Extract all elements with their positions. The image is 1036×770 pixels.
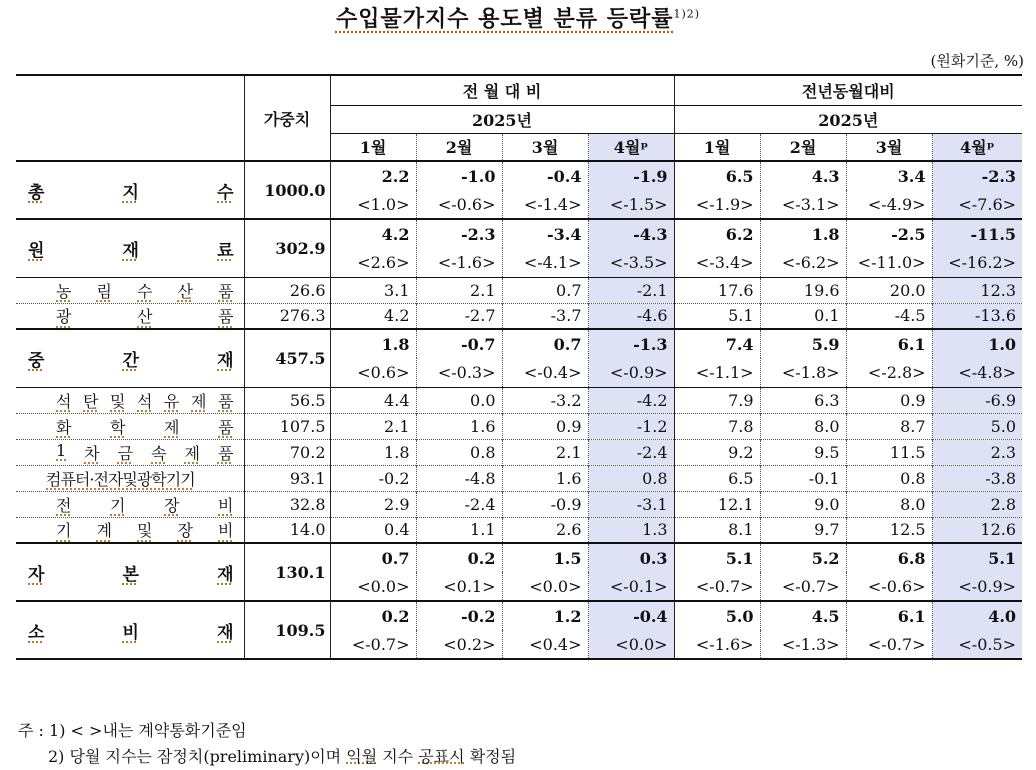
cell-value: 0.8 xyxy=(416,439,502,465)
cell-value: -0.4 xyxy=(588,601,674,630)
table-row-electric xyxy=(16,491,1022,517)
cell-value: 20.0 xyxy=(846,277,932,303)
cell-value: 11.5 xyxy=(846,439,932,465)
table-row-computer xyxy=(16,465,1022,491)
cell-value: 8.1 xyxy=(674,517,760,543)
cell-value: 9.2 xyxy=(674,439,760,465)
cell-value: -1.9 xyxy=(588,161,674,190)
row-weight-coal: 56.5 xyxy=(244,387,330,413)
row-label-agri: 농 림 수 산 품 xyxy=(16,277,244,303)
cell-contract-value: <-1.1> xyxy=(674,358,760,387)
cell-contract-value: <-1.5> xyxy=(588,190,674,219)
header-mom: 전 월 대 비 xyxy=(330,75,674,105)
row-label-capital: 자 본 재 xyxy=(16,543,244,601)
cell-contract-value: <-16.2> xyxy=(932,248,1022,277)
cell-value: -2.3 xyxy=(932,161,1022,190)
cell-contract-value: <-1.4> xyxy=(502,190,588,219)
cell-value: 5.1 xyxy=(674,543,760,572)
cell-contract-value: <0.2> xyxy=(416,630,502,659)
cell-value: 6.1 xyxy=(846,601,932,630)
cell-value: 6.3 xyxy=(760,387,846,413)
row-weight-total: 1000.0 xyxy=(244,161,330,219)
table-row-chem xyxy=(16,413,1022,439)
header-month-mom-3: 3월 xyxy=(502,133,588,161)
cell-value: 2.2 xyxy=(330,161,416,190)
cell-value: 0.3 xyxy=(588,543,674,572)
header-month-yoy-3: 3월 xyxy=(846,133,932,161)
row-label-coal: 석 탄 및 석 유 제 품 xyxy=(16,387,244,413)
row-weight-agri: 26.6 xyxy=(244,277,330,303)
cell-value: 4.4 xyxy=(330,387,416,413)
row-weight-mining: 276.3 xyxy=(244,303,330,329)
table-bottom-border xyxy=(16,659,1022,660)
cell-contract-value: <0.0> xyxy=(502,572,588,601)
cell-value: 2.9 xyxy=(330,491,416,517)
cell-value: 2.8 xyxy=(932,491,1022,517)
cell-value: 5.1 xyxy=(932,543,1022,572)
cell-value: 3.4 xyxy=(846,161,932,190)
cell-value: -1.0 xyxy=(416,161,502,190)
header-month-yoy-1: 1월 xyxy=(674,133,760,161)
cell-value: -0.4 xyxy=(502,161,588,190)
cell-value: -2.4 xyxy=(416,491,502,517)
cell-value: 2.6 xyxy=(502,517,588,543)
cell-contract-value: <2.6> xyxy=(330,248,416,277)
note-2-part-d: 공표시 xyxy=(418,747,465,766)
cell-contract-value: <-4.8> xyxy=(932,358,1022,387)
header-weight: 가중치 xyxy=(244,75,330,161)
cell-value: 5.1 xyxy=(674,303,760,329)
cell-value: -4.8 xyxy=(416,465,502,491)
row-label-metal: 1 차 금 속 제 품 xyxy=(16,439,244,465)
note-2-part-c: 지수 xyxy=(377,747,419,766)
cell-value: 9.0 xyxy=(760,491,846,517)
table-row-coal xyxy=(16,387,1022,413)
cell-value: 2.1 xyxy=(330,413,416,439)
cell-contract-value: <-4.9> xyxy=(846,190,932,219)
cell-value: -2.7 xyxy=(416,303,502,329)
cell-value: 1.1 xyxy=(416,517,502,543)
cell-value: 12.1 xyxy=(674,491,760,517)
cell-value: -2.4 xyxy=(588,439,674,465)
cell-value: 2.3 xyxy=(932,439,1022,465)
cell-contract-value: <-11.0> xyxy=(846,248,932,277)
cell-value: -0.9 xyxy=(502,491,588,517)
row-label-computer: 컴퓨터·전자및광학기기 xyxy=(16,465,244,491)
header-blank xyxy=(16,75,244,161)
row-weight-intermediate: 457.5 xyxy=(244,329,330,387)
cell-value: 4.3 xyxy=(760,161,846,190)
cell-contract-value: <-3.1> xyxy=(760,190,846,219)
cell-value: 1.6 xyxy=(502,465,588,491)
cell-value: 0.9 xyxy=(502,413,588,439)
cell-contract-value: <-0.6> xyxy=(416,190,502,219)
note-2-part-a: 2) 당월 지수는 잠정치(preliminary)이며 xyxy=(48,747,347,766)
cell-value: -4.6 xyxy=(588,303,674,329)
cell-contract-value: <1.0> xyxy=(330,190,416,219)
title-text: 수입물가지수 용도별 분류 등락률 xyxy=(335,6,674,32)
cell-value: -4.2 xyxy=(588,387,674,413)
cell-value: -13.6 xyxy=(932,303,1022,329)
cell-value: -3.2 xyxy=(502,387,588,413)
cell-value: 12.6 xyxy=(932,517,1022,543)
cell-value: 1.8 xyxy=(760,219,846,248)
cell-value: -2.3 xyxy=(416,219,502,248)
cell-value: 0.2 xyxy=(416,543,502,572)
cell-value: -0.2 xyxy=(330,465,416,491)
cell-value: 6.8 xyxy=(846,543,932,572)
header-month-mom-4: 4월ᵖ xyxy=(588,133,674,161)
table-row-agri xyxy=(16,277,1022,303)
header-yoy: 전년동월대비 xyxy=(801,81,895,101)
row-label-machinery: 기 계 및 장 비 xyxy=(16,517,244,543)
cell-contract-value: <0.4> xyxy=(502,630,588,659)
notes-prefix: 주 : xyxy=(18,721,44,740)
table-row-intermediate xyxy=(16,329,1022,358)
header-month-yoy-2: 2월 xyxy=(760,133,846,161)
cell-value: 0.7 xyxy=(502,329,588,358)
cell-value: 2.1 xyxy=(502,439,588,465)
cell-value: 6.5 xyxy=(674,465,760,491)
table-row-metal xyxy=(16,439,1022,465)
cell-value: -2.1 xyxy=(588,277,674,303)
cell-value: 8.0 xyxy=(846,491,932,517)
cell-value: 1.2 xyxy=(502,601,588,630)
cell-contract-value: <-2.8> xyxy=(846,358,932,387)
row-weight-metal: 70.2 xyxy=(244,439,330,465)
row-label-electric: 전 기 장 비 xyxy=(16,491,244,517)
cell-value: 3.1 xyxy=(330,277,416,303)
cell-value: 12.5 xyxy=(846,517,932,543)
cell-contract-value: <-0.7> xyxy=(674,572,760,601)
cell-value: -3.8 xyxy=(932,465,1022,491)
cell-value: -6.9 xyxy=(932,387,1022,413)
cell-value: 1.3 xyxy=(588,517,674,543)
cell-contract-value: <-0.1> xyxy=(588,572,674,601)
cell-contract-value: <-1.6> xyxy=(674,630,760,659)
cell-value: 12.3 xyxy=(932,277,1022,303)
title-footnote-ref: 1)2) xyxy=(673,7,701,21)
cell-value: 9.5 xyxy=(760,439,846,465)
cell-value: 17.6 xyxy=(674,277,760,303)
cell-value: 8.0 xyxy=(760,413,846,439)
cell-value: 0.4 xyxy=(330,517,416,543)
footnotes xyxy=(18,718,516,770)
cell-contract-value: <-1.8> xyxy=(760,358,846,387)
cell-value: -3.1 xyxy=(588,491,674,517)
cell-value: 1.8 xyxy=(330,439,416,465)
cell-value: 0.7 xyxy=(330,543,416,572)
cell-value: 0.9 xyxy=(846,387,932,413)
cell-value: -4.3 xyxy=(588,219,674,248)
cell-value: 7.4 xyxy=(674,329,760,358)
cell-contract-value: <-0.5> xyxy=(932,630,1022,659)
cell-value: -2.5 xyxy=(846,219,932,248)
cell-contract-value: <-7.6> xyxy=(932,190,1022,219)
cell-value: 1.8 xyxy=(330,329,416,358)
cell-value: 0.0 xyxy=(416,387,502,413)
cell-value: 0.8 xyxy=(846,465,932,491)
cell-value: -1.3 xyxy=(588,329,674,358)
cell-value: 1.0 xyxy=(932,329,1022,358)
cell-value: -3.7 xyxy=(502,303,588,329)
cell-contract-value: <-0.9> xyxy=(932,572,1022,601)
cell-contract-value: <-1.3> xyxy=(760,630,846,659)
header-month-yoy-4: 4월ᵖ xyxy=(932,133,1022,161)
cell-contract-value: <-0.9> xyxy=(588,358,674,387)
cell-contract-value: <0.0> xyxy=(588,630,674,659)
cell-contract-value: <-0.7> xyxy=(330,630,416,659)
header-month-mom-2: 2월 xyxy=(416,133,502,161)
cell-value: 0.2 xyxy=(330,601,416,630)
row-label-mining: 광 산 품 xyxy=(16,303,244,329)
cell-contract-value: <-6.2> xyxy=(760,248,846,277)
table-row-raw xyxy=(16,219,1022,248)
cell-contract-value: <0.1> xyxy=(416,572,502,601)
note-1: 1) < >내는 계약통화기준임 xyxy=(49,721,247,740)
cell-contract-value: <-1.9> xyxy=(674,190,760,219)
row-weight-capital: 130.1 xyxy=(244,543,330,601)
cell-value: 4.5 xyxy=(760,601,846,630)
page-title xyxy=(0,2,1036,33)
price-index-table xyxy=(16,74,1022,660)
note-2 xyxy=(18,744,516,770)
cell-value: 5.2 xyxy=(760,543,846,572)
table-row-total xyxy=(16,161,1022,190)
header-year-yoy: 2025년 xyxy=(818,110,879,130)
cell-value: 4.2 xyxy=(330,303,416,329)
unit-note: (원화기준, %) xyxy=(930,52,1024,70)
cell-contract-value: <-3.4> xyxy=(674,248,760,277)
cell-value: 19.6 xyxy=(760,277,846,303)
cell-contract-value: <-0.7> xyxy=(760,572,846,601)
row-weight-raw: 302.9 xyxy=(244,219,330,277)
cell-value: -0.1 xyxy=(760,465,846,491)
table-row-consumer xyxy=(16,601,1022,630)
cell-value: -1.2 xyxy=(588,413,674,439)
cell-contract-value: <0.0> xyxy=(330,572,416,601)
table-row-machinery xyxy=(16,517,1022,543)
cell-value: 8.7 xyxy=(846,413,932,439)
cell-value: 6.5 xyxy=(674,161,760,190)
row-label-intermediate: 중 간 재 xyxy=(16,329,244,387)
note-2-part-b: 익월 xyxy=(346,747,378,766)
cell-value: -11.5 xyxy=(932,219,1022,248)
cell-value: -4.5 xyxy=(846,303,932,329)
row-weight-consumer: 109.5 xyxy=(244,601,330,659)
row-weight-electric: 32.8 xyxy=(244,491,330,517)
cell-value: 6.1 xyxy=(846,329,932,358)
row-label-chem: 화 학 제 품 xyxy=(16,413,244,439)
cell-value: 7.9 xyxy=(674,387,760,413)
cell-contract-value: <0.6> xyxy=(330,358,416,387)
header-month-mom-1: 1월 xyxy=(330,133,416,161)
row-label-raw: 원 재 료 xyxy=(16,219,244,277)
cell-contract-value: <-4.1> xyxy=(502,248,588,277)
cell-value: 5.9 xyxy=(760,329,846,358)
cell-contract-value: <-0.6> xyxy=(846,572,932,601)
row-weight-chem: 107.5 xyxy=(244,413,330,439)
cell-value: 6.2 xyxy=(674,219,760,248)
cell-value: -3.4 xyxy=(502,219,588,248)
table-row-mining xyxy=(16,303,1022,329)
cell-value: 5.0 xyxy=(932,413,1022,439)
cell-contract-value: <-0.4> xyxy=(502,358,588,387)
row-weight-computer: 93.1 xyxy=(244,465,330,491)
cell-contract-value: <-0.7> xyxy=(846,630,932,659)
cell-value: 1.6 xyxy=(416,413,502,439)
cell-value: 0.7 xyxy=(502,277,588,303)
row-label-consumer: 소 비 재 xyxy=(16,601,244,659)
table-row-capital xyxy=(16,543,1022,572)
row-label-total: 총 지 수 xyxy=(16,161,244,219)
row-weight-machinery: 14.0 xyxy=(244,517,330,543)
cell-contract-value: <-3.5> xyxy=(588,248,674,277)
cell-value: 4.2 xyxy=(330,219,416,248)
cell-value: 0.1 xyxy=(760,303,846,329)
cell-value: 9.7 xyxy=(760,517,846,543)
cell-value: -0.7 xyxy=(416,329,502,358)
cell-value: 0.8 xyxy=(588,465,674,491)
header-year-mom: 2025년 xyxy=(330,105,674,133)
cell-contract-value: <-0.3> xyxy=(416,358,502,387)
cell-contract-value: <-1.6> xyxy=(416,248,502,277)
cell-value: 7.8 xyxy=(674,413,760,439)
cell-value: 5.0 xyxy=(674,601,760,630)
note-2-part-e: 확정됨 xyxy=(464,747,517,766)
cell-value: 1.5 xyxy=(502,543,588,572)
cell-value: 4.0 xyxy=(932,601,1022,630)
cell-value: 2.1 xyxy=(416,277,502,303)
cell-value: -0.2 xyxy=(416,601,502,630)
